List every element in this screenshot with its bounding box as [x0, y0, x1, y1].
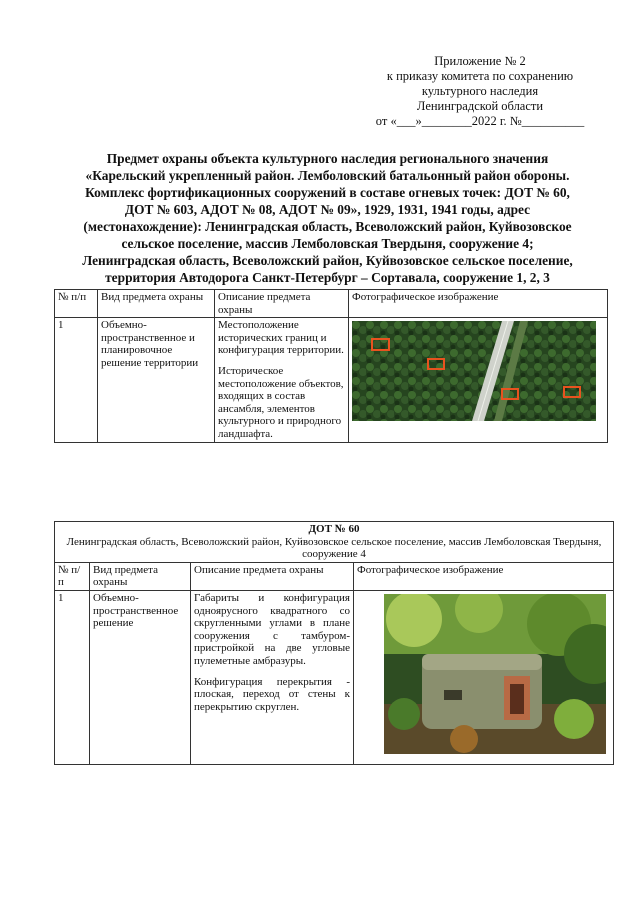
desc-paragraph: Габариты и конфигурация одноярусного квадратного со скругленными углами в плане сооружения с тамбуром-пристройкой на две угловые пулеметные амбразуры. — [194, 591, 350, 667]
title-line: Предмет охраны объекта культурного наследия регионального значения — [106, 151, 549, 166]
dot60-table — [54, 521, 614, 765]
title-line: «Карельский укрепленный район. Лемболовский батальонный район обороны. — [85, 168, 570, 183]
title-line: ДОТ № 603, АДОТ № 08, АДОТ № 09», 1929, 1931, 1941 годы, адрес — [124, 202, 531, 217]
row-desc — [191, 590, 354, 764]
appendix-order-line: к приказу комитета по сохранению — [386, 69, 574, 83]
title-line: Ленинградская область, Всеволожский район, Куйвозовское сельское поселение, — [82, 253, 573, 268]
title-line: Комплекс фортификационных сооружений в составе огневых точек: ДОТ № 60, — [85, 185, 570, 200]
object-heading-cell — [55, 522, 614, 563]
aerial-map-image — [352, 321, 596, 421]
desc-paragraph: Историческое местоположение объектов, входящих в состав ансамбля, элементов культурного и природного ландшафта. — [218, 364, 344, 440]
header-photo: Фотографическое изображение — [354, 562, 614, 590]
title-line: (местонахождение): Ленинградская область, Всеволожский район, Куйвозовское — [83, 219, 572, 234]
table-header-row — [55, 562, 614, 590]
appendix-number: Приложение № 2 — [434, 54, 526, 68]
appendix-region-line: Ленинградской области — [416, 99, 544, 113]
row-desc — [215, 318, 349, 442]
photo-cell — [354, 590, 614, 764]
title-line: сельское поселение, массив Лемболовская Твердыня, сооружение 4; — [121, 236, 534, 251]
table-row — [55, 590, 614, 764]
object-address: Ленинградская область, Всеволожский район, Куйвозовское сельское поселение, массив Лемболовская Твердыня, сооружение 4 — [66, 535, 602, 561]
row-num: 1 — [55, 318, 98, 442]
document-title — [40, 150, 615, 286]
appendix-date-line: от «___»________2022 г. №__________ — [375, 114, 585, 128]
header-num: № п/п — [55, 290, 98, 318]
header-photo: Фотографическое изображение — [349, 290, 608, 318]
territory-table — [54, 289, 608, 443]
bunker-photo — [384, 594, 606, 754]
header-desc: Описание предмета охраны — [191, 562, 354, 590]
appendix-header — [360, 54, 600, 129]
header-type: Вид предмета охраны — [98, 290, 215, 318]
header-num: № п/п — [55, 562, 90, 590]
desc-paragraph: Конфигурация перекрытия - плоская, переход от стены к перекрытию скруглен. — [194, 675, 350, 713]
table-row — [55, 318, 608, 442]
title-line: территория Автодорога Санкт-Петербург – Сортавала, сооружение 1, 2, 3 — [105, 270, 550, 285]
object-name: ДОТ № 60 — [308, 523, 360, 535]
object-heading-row — [55, 522, 614, 563]
appendix-committee-line: культурного наследия — [421, 84, 539, 98]
row-num: 1 — [55, 590, 90, 764]
row-type: Объемно-пространственное решение — [90, 590, 191, 764]
header-desc: Описание предмета охраны — [215, 290, 349, 318]
row-type: Объемно-пространственное и планировочное решение территории — [98, 318, 215, 442]
header-type: Вид предмета охраны — [90, 562, 191, 590]
photo-cell — [349, 318, 608, 442]
desc-paragraph: Местоположение исторических границ и конфигурация территории. — [218, 319, 344, 357]
table-header-row — [55, 290, 608, 318]
